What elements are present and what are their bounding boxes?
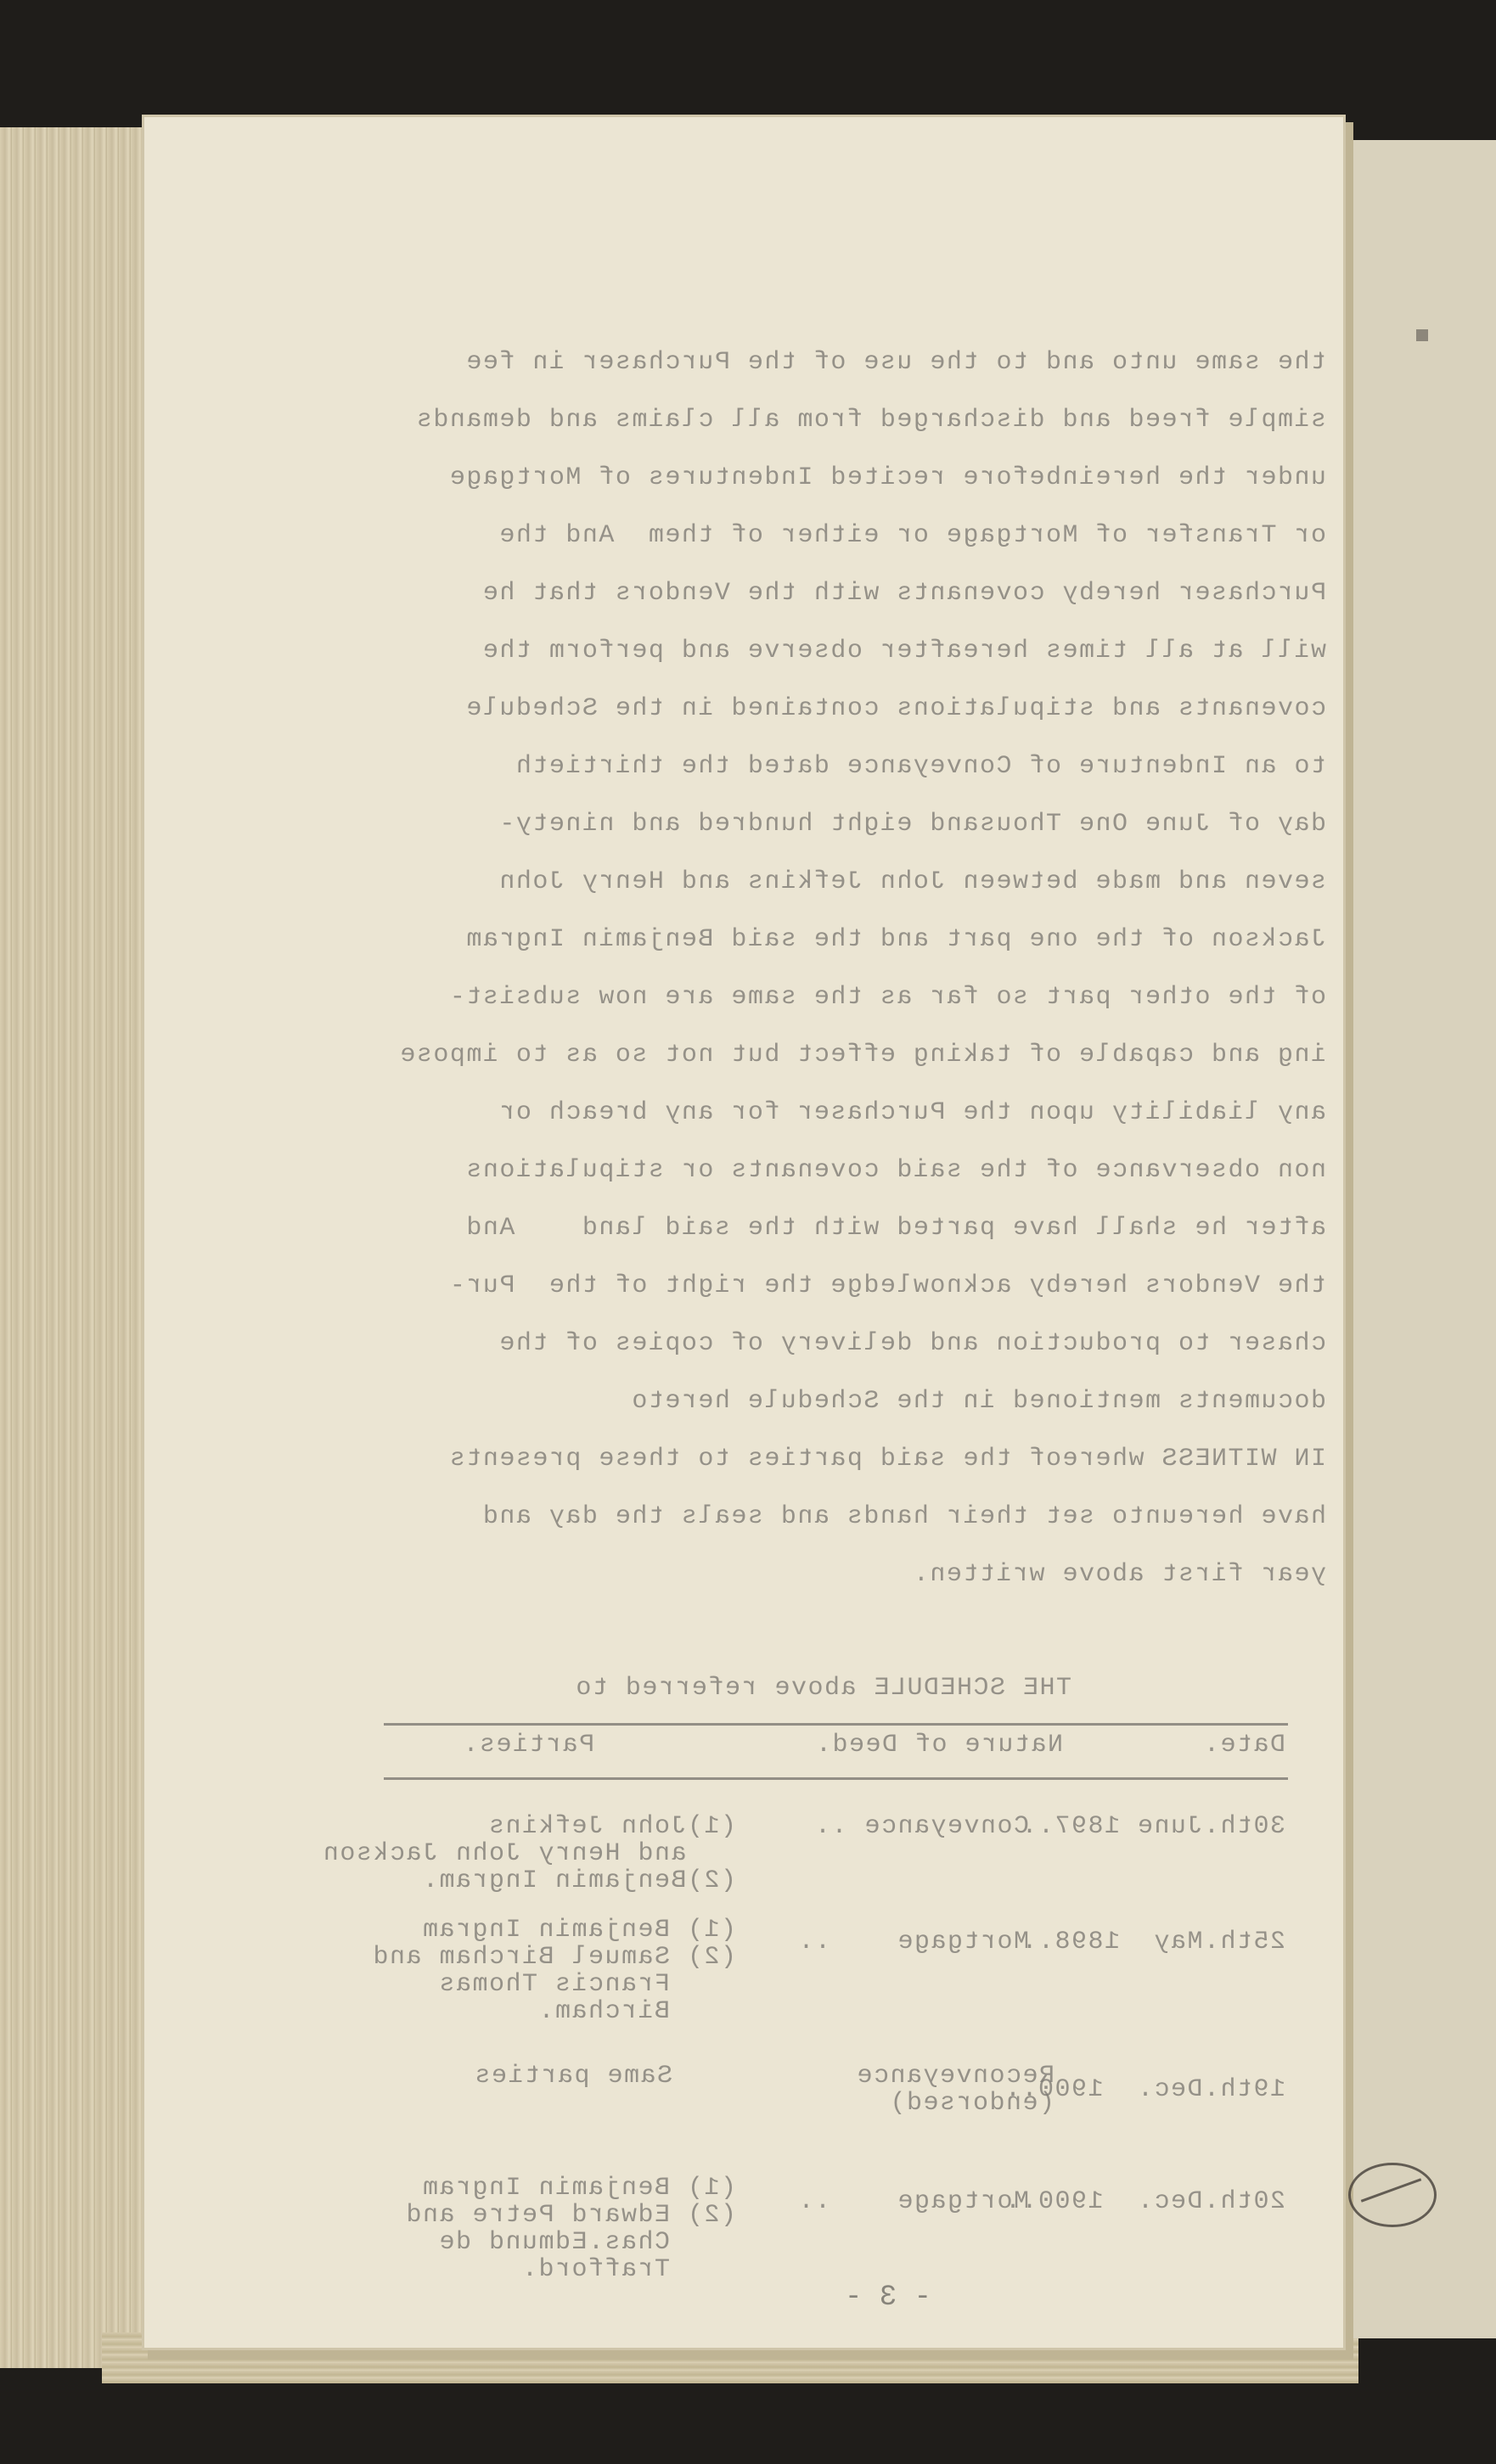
body-line: day of June One Thousand eight hundred and ninety- xyxy=(498,810,1326,839)
schedule-rule-bottom xyxy=(384,1777,1288,1780)
body-line: documents mentioned in the Schedule hereto xyxy=(630,1387,1326,1416)
body-line: IN WITNESS whereof the said parties to these presents xyxy=(448,1445,1326,1473)
body-line: the Vendors hereby acknowledge the right of the Pur- xyxy=(448,1271,1326,1300)
schedule-cell-nature: Mortgage .. xyxy=(796,1928,1029,1956)
body-line: under the hereinbefore recited Indentures of Mortgage xyxy=(448,463,1326,492)
schedule-header-parties: Parties. xyxy=(461,1731,594,1760)
body-line: covenants and stipulations contained in the Schedule xyxy=(464,694,1326,723)
body-line: have hereunto set their hands and seals the day and xyxy=(481,1502,1326,1531)
body-line: seven and made between John Jefkins and Henry John xyxy=(498,867,1326,896)
schedule-cell-nature: Mortgage .. xyxy=(796,2187,1029,2216)
body-line: ing and capable of taking effect but not so as to impose xyxy=(398,1041,1326,1069)
schedule-header-date: Date. xyxy=(1202,1731,1285,1760)
schedule-cell-parties: (1) Benjamin Ingram (2) Edward Petre and Chas.Edmund de Trafford. xyxy=(404,2174,736,2284)
body-line: the same unto and to the use of the Purchaser in fee xyxy=(464,348,1326,377)
body-line: or Transfer of Mortgage or either of them And the xyxy=(498,521,1326,550)
body-line: to an Indenture of Conveyance dated the thirtieth xyxy=(515,752,1326,781)
schedule-cell-nature: Reconveyance (endorsed) xyxy=(855,2062,1055,2118)
schedule-cell-parties: (1)John Jefkins and Henry John Jackson (2)Benjamin Ingram. xyxy=(322,1812,736,1895)
schedule-cell-nature: Conveyance .. xyxy=(813,1812,1029,1841)
body-line: non observance of the said covenants or stipulations xyxy=(464,1156,1326,1185)
body-line: chaser to production and delivery of copies of the xyxy=(498,1329,1326,1358)
schedule-cell-parties: Same parties xyxy=(473,2062,672,2091)
schedule-cell-date: 25th.May 1898.. xyxy=(1020,1928,1285,1956)
schedule-header-nature: Nature of Deed. xyxy=(814,1731,1063,1760)
body-line: Purchaser hereby covenants with the Vendors that he xyxy=(481,579,1326,608)
body-line: after he shall have parted with the said land And xyxy=(464,1214,1326,1243)
body-line: of the other part so far as the same are now subsist- xyxy=(448,983,1326,1012)
schedule-title: THE SCHEDULE above referred to xyxy=(574,1674,1071,1703)
body-line: will at all times hereafter observe and perform the xyxy=(481,637,1326,665)
schedule-cell-date: 19th.Dec. 1900.. xyxy=(1004,2075,1285,2104)
page-number: - 3 - xyxy=(844,2282,931,2314)
body-line: Jackson of the one part and the said Benjamin Ingram xyxy=(464,925,1326,954)
schedule-cell-date: 30th.June 1897.. xyxy=(1020,1812,1285,1841)
body-line: simple freed and discharged from all claims and demands xyxy=(415,406,1326,435)
schedule-cell-date: 20th.Dec. 1900.. xyxy=(1004,2187,1285,2216)
schedule-rule-top xyxy=(384,1723,1288,1726)
schedule-cell-parties: (1) Benjamin Ingram (2) Samuel Bircham and Francis Thomas Bircham. xyxy=(371,1916,736,2026)
body-line: any liability upon the Purchaser for any breach or xyxy=(498,1098,1326,1127)
body-line: year first above written. xyxy=(912,1560,1326,1589)
